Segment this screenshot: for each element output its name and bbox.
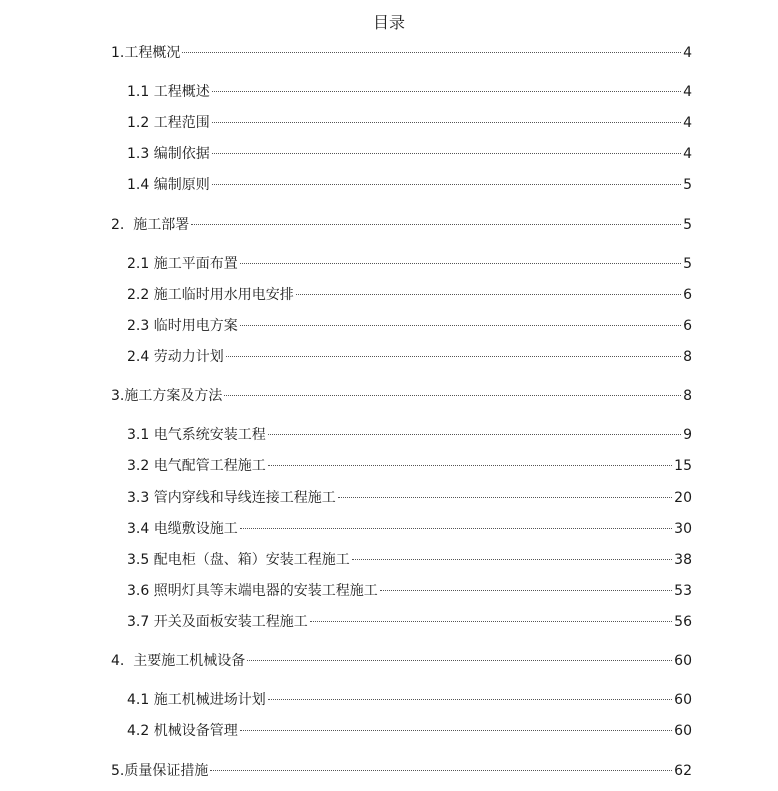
toc-entry-page: 30 <box>674 521 692 537</box>
toc-entry[interactable] <box>127 519 692 539</box>
toc-entry-page: 4 <box>683 84 692 100</box>
toc-entry-label: 3.3 管内穿线和导线连接工程施工 <box>127 490 336 506</box>
toc-entry-page: 8 <box>683 388 692 404</box>
toc-entry-label: 2.1 施工平面布置 <box>127 256 238 272</box>
toc-entry[interactable] <box>127 721 692 741</box>
toc-entry[interactable] <box>127 285 692 305</box>
toc-leader <box>224 395 681 396</box>
toc-entry-page: 5 <box>683 217 692 233</box>
toc-entry-page: 62 <box>674 763 692 779</box>
toc-entry-label: 3.施工方案及方法 <box>111 388 223 404</box>
toc-leader <box>182 52 681 53</box>
toc-entry-label: 4.1 施工机械进场计划 <box>127 692 266 708</box>
toc-leader <box>240 528 672 529</box>
toc-entry[interactable] <box>111 651 692 671</box>
toc-entry-label: 5.质量保证措施 <box>111 763 209 779</box>
toc-leader <box>338 497 672 498</box>
toc-entry-label: 2.4 劳动力计划 <box>127 349 224 365</box>
toc-entry-page: 8 <box>683 349 692 365</box>
toc-leader <box>310 621 672 622</box>
toc-leader <box>352 559 672 560</box>
toc-entry[interactable] <box>127 347 692 367</box>
toc-leader <box>247 660 672 661</box>
toc-entry-label: 3.6 照明灯具等末端电器的安装工程施工 <box>127 583 378 599</box>
toc-entry[interactable] <box>127 425 692 445</box>
toc-title: 目录 <box>372 13 405 32</box>
toc-entry[interactable] <box>127 316 692 336</box>
toc-entry-page: 60 <box>674 692 692 708</box>
toc-entry-page: 4 <box>683 115 692 131</box>
toc-entry-page: 53 <box>674 583 692 599</box>
toc-entry-label: 2.3 临时用电方案 <box>127 318 238 334</box>
toc-leader <box>268 434 681 435</box>
toc-entry-page: 4 <box>683 146 692 162</box>
toc-entry-page: 6 <box>683 318 692 334</box>
toc-entry-page: 60 <box>674 653 692 669</box>
toc-entry[interactable] <box>127 82 692 102</box>
toc-leader <box>212 122 681 123</box>
toc-entry[interactable] <box>111 215 692 235</box>
toc-entry-page: 15 <box>674 458 692 474</box>
toc-leader <box>268 465 672 466</box>
toc-entry[interactable] <box>127 690 692 710</box>
toc-leader <box>240 263 681 264</box>
toc-entry-page: 20 <box>674 490 692 506</box>
toc-entry-label: 1.4 编制原则 <box>127 177 210 193</box>
toc-entry-label: 1.3 编制依据 <box>127 146 210 162</box>
toc-entry-page: 5 <box>683 256 692 272</box>
toc-leader <box>240 730 672 731</box>
toc-entry-label: 1.2 工程范围 <box>127 115 210 131</box>
toc-entry-page: 9 <box>683 427 692 443</box>
toc-entry[interactable] <box>127 581 692 601</box>
toc-entry[interactable] <box>111 43 692 63</box>
toc-leader <box>191 224 681 225</box>
toc-entry-label: 4. 主要施工机械设备 <box>111 653 246 669</box>
toc-entry-page: 6 <box>683 287 692 303</box>
toc-leader <box>212 91 681 92</box>
toc-entry-label: 2.2 施工临时用水用电安排 <box>127 287 294 303</box>
toc-entry-label: 3.1 电气系统安装工程 <box>127 427 266 443</box>
toc-entry[interactable] <box>127 488 692 508</box>
toc-entry-page: 38 <box>674 552 692 568</box>
toc-entry[interactable] <box>127 175 692 195</box>
toc-entry-page: 5 <box>683 177 692 193</box>
toc-leader <box>226 356 681 357</box>
toc-entry-label: 4.2 机械设备管理 <box>127 723 238 739</box>
toc-leader <box>380 590 672 591</box>
toc-entry[interactable] <box>127 144 692 164</box>
toc-entry[interactable] <box>127 612 692 632</box>
toc-entry-label: 1.工程概况 <box>111 45 181 61</box>
toc-entry-page: 56 <box>674 614 692 630</box>
toc-entry-label: 1.1 工程概述 <box>127 84 210 100</box>
toc-entry-page: 60 <box>674 723 692 739</box>
toc-leader <box>240 325 681 326</box>
toc-entry-label: 3.2 电气配管工程施工 <box>127 458 266 474</box>
toc-leader <box>268 699 672 700</box>
toc-entry[interactable] <box>127 550 692 570</box>
toc-entry[interactable] <box>127 113 692 133</box>
toc-entry-label: 3.5 配电柜（盘、箱）安装工程施工 <box>127 552 350 568</box>
toc-leader <box>210 770 672 771</box>
toc-leader <box>296 294 681 295</box>
toc-leader <box>212 153 681 154</box>
toc-entry[interactable] <box>127 456 692 476</box>
toc-entry-page: 4 <box>683 45 692 61</box>
toc-entry[interactable] <box>111 386 692 406</box>
toc-entry-label: 3.7 开关及面板安装工程施工 <box>127 614 308 630</box>
toc-entry[interactable] <box>111 761 692 781</box>
toc-entry-label: 2. 施工部署 <box>111 217 190 233</box>
toc-entry[interactable] <box>127 254 692 274</box>
toc-entry-label: 3.4 电缆敷设施工 <box>127 521 238 537</box>
toc-leader <box>212 184 681 185</box>
